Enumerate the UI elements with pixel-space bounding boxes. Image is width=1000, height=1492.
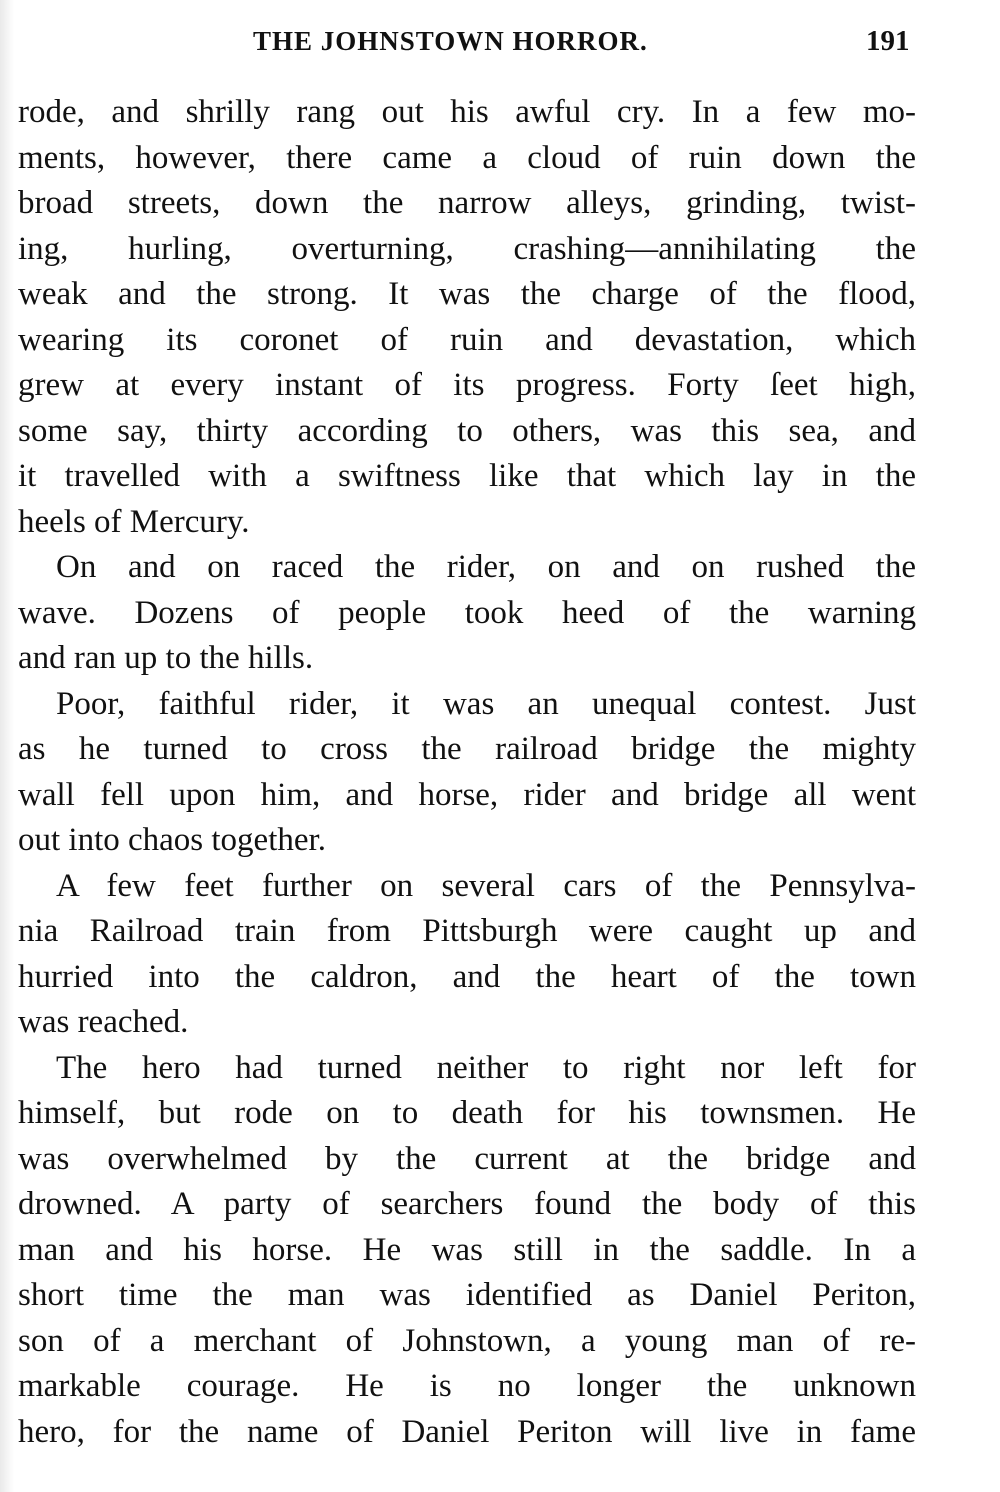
paragraph (18, 682, 916, 864)
text-line: On and on raced the rider, on and on rushed the (56, 549, 916, 585)
text-line: ments, however, there came a cloud of ruin down the (18, 139, 916, 176)
text-line: out into chaos together. (18, 822, 326, 858)
text-line: was reached. (18, 1004, 189, 1040)
text-line: heels of Mercury. (18, 503, 250, 540)
text-line: ing, hurling, overturning, crashing—annihilating the (18, 230, 916, 267)
text-line: short time the man was identified as Daniel Periton, (18, 1277, 916, 1313)
paragraph (18, 545, 916, 682)
text-line: wearing its coronet of ruin and devastation, which (18, 321, 916, 358)
text-line: rode, and shrilly rang out his awful cry. In a few mo- (18, 94, 916, 130)
text-line: some say, thirty according to others, was this sea, and (18, 412, 916, 449)
text-line: was overwhelmed by the current at the bridge and (18, 1140, 916, 1177)
paragraph (18, 1046, 916, 1456)
paragraph (18, 90, 916, 545)
text-line: wall fell upon him, and horse, rider and bridge all went (18, 776, 916, 813)
text-line: son of a merchant of Johnstown, a young man of re- (18, 1322, 916, 1359)
text-line: broad streets, down the narrow alleys, grinding, twist- (18, 185, 916, 221)
running-head (0, 22, 1000, 62)
page-edge-shadow (0, 0, 14, 1492)
text-line: Poor, faithful rider, it was an unequal contest. Just (56, 685, 916, 722)
text-line: The hero had turned neither to right nor left for (56, 1049, 916, 1086)
text-line: man and his horse. He was still in the saddle. In a (18, 1231, 916, 1268)
text-line: weak and the strong. It was the charge of the flood, (18, 276, 916, 312)
text-line: drowned. A party of searchers found the body of this (18, 1186, 916, 1222)
running-title: THE JOHNSTOWN HORROR. (253, 26, 648, 56)
text-line: himself, but rode on to death for his townsmen. He (18, 1095, 916, 1131)
text-line: wave. Dozens of people took heed of the warning (18, 594, 916, 631)
text-line: hero, for the name of Daniel Periton will live in fame (18, 1413, 916, 1450)
text-line: and ran up to the hills. (18, 640, 314, 676)
body-text (18, 90, 916, 1455)
text-line: it travelled with a swiftness like that which lay in the (18, 458, 916, 494)
text-line: A few feet further on several cars of the Pennsylva- (56, 867, 916, 904)
text-line: markable courage. He is no longer the unknown (18, 1368, 916, 1404)
text-line: hurried into the caldron, and the heart of the town (18, 958, 916, 995)
text-line: nia Railroad train from Pittsburgh were caught up and (18, 913, 916, 949)
paragraph (18, 864, 916, 1046)
page-number: 191 (866, 25, 910, 57)
text-line: grew at every instant of its progress. Forty ſeet high, (18, 367, 916, 403)
text-line: as he turned to cross the railroad bridge the mighty (18, 731, 916, 767)
